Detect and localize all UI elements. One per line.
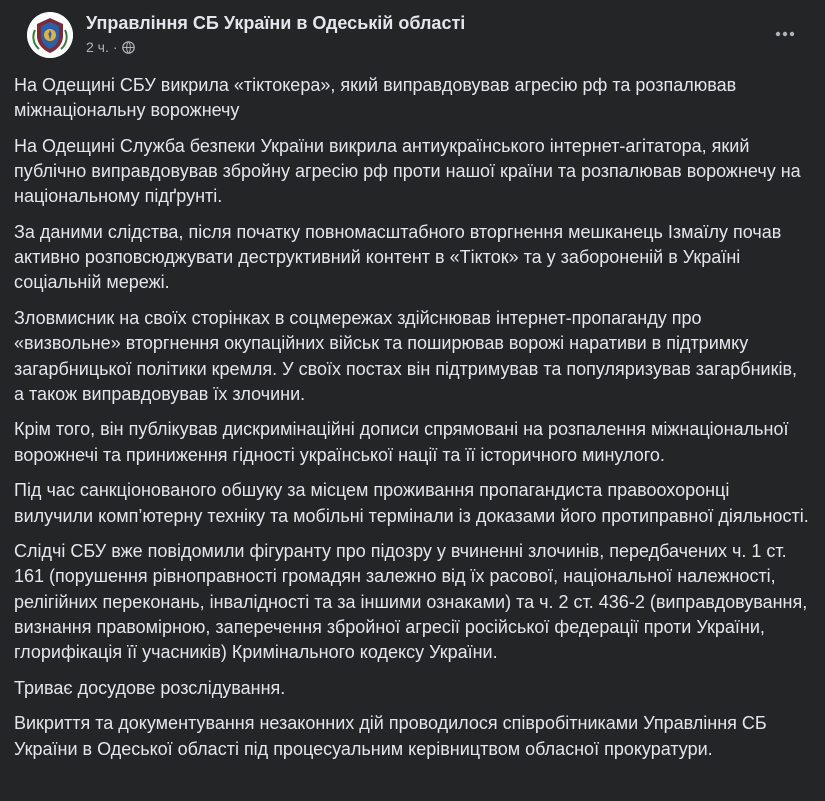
post-paragraph: Зловмисник на своїх сторінках в соцмережах здійснював інтернет-пропаганду про «визвольне» вторгнення окупаційних військ та поширював ворожі наративи в підтримку загарбницької політики кремля. У своїх постах він підтримував та популяризував загарбників, а також виправдовував їх злочини.: [14, 308, 798, 404]
post-paragraph: За даними слідства, після початку повномасштабного вторгнення мешканець Ізмаїлу почав активно розповсюджувати деструктивний контент в «Тікток» та у забороненій в Україні соціальній мережі.: [14, 222, 782, 293]
post-paragraph: Слідчі СБУ вже повідомили фігуранту про підозру у вчиненні злочинів, передбачених ч. 1 ст. 161 (порушення рівноправності громадян залежно від їх расової, національної належності, релігійних переконань, інвалідності та за іншими ознаками) та ч. 2 ст. 436-2 (виправдовування, визнання правомірною, заперечення збройної агресії російської федерації проти України, глорифікація її учасників) Кримінального кодексу України.: [14, 541, 808, 663]
post-paragraph: Під час санкціонованого обшуку за місцем проживання пропагандиста правоохоронці вилучили комп’ютерну техніку та мобільні термінали із доказами його протиправної діяльності.: [14, 480, 809, 526]
sbu-emblem-icon: [27, 12, 73, 58]
post-header: [14, 0, 811, 64]
globe-icon[interactable]: [122, 41, 135, 54]
post-paragraph: Крім того, він публікував дискримінаційні дописи спрямовані на розпалення міжнаціональної ворожнечі та приниження гідності української нації та її історичного минулого.: [14, 419, 789, 465]
page-name-link[interactable]: Управління СБ України в Одеській області: [86, 13, 466, 33]
post-meta: [86, 39, 135, 55]
post-paragraph: На Одещині Служба безпеки України викрила антиукраїнського інтернет-агітатора, який публічно виправдовував збройну агресію рф проти нашої країни та розпалював ворожнечу на національному підґрунті.: [14, 135, 801, 207]
post-body: [14, 64, 811, 762]
post-timestamp[interactable]: 2 ч.: [86, 39, 109, 55]
post-paragraph: Викриття та документування незаконних дій проводилося співробітниками Управління СБ України в Одеської області під процесуальним керівництвом обласної прокуратури.: [14, 713, 767, 759]
post-options-button[interactable]: [767, 16, 803, 52]
post-paragraph: На Одещині СБУ викрила «тіктокера», який виправдовував агресію рф та розпалював міжнаціональну ворожнечу: [14, 75, 737, 121]
post-paragraph: Триває досудове розслідування.: [14, 677, 286, 698]
page-avatar[interactable]: [27, 12, 73, 58]
more-horizontal-icon: [775, 31, 795, 37]
meta-separator: ·: [112, 39, 118, 55]
